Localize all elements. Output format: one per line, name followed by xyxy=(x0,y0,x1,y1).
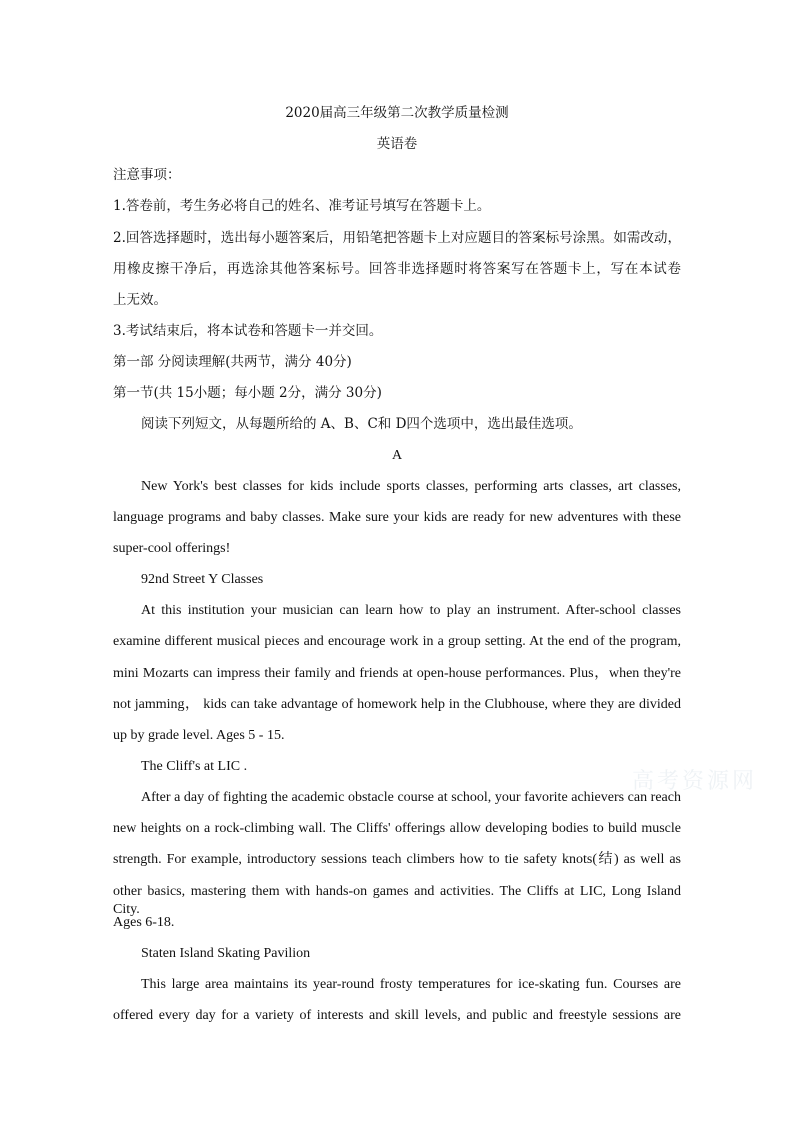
part-1-heading: 第一部 分阅读理解(共两节，满分 40分) xyxy=(113,354,352,370)
watermark: 高考资源网 xyxy=(632,769,758,794)
intro-line-2: language programs and baby classes. Make sure your kids are ready for new adventures with these xyxy=(113,510,681,525)
notice-item-3: 3.考试结束后，将本试卷和答题卡一并交回。 xyxy=(113,323,383,339)
class-heading-skating: Staten Island Skating Pavilion xyxy=(141,946,311,961)
passage-label: A xyxy=(391,448,403,463)
intro-line-3: super-cool offerings! xyxy=(113,541,231,556)
p3-line-1: This large area maintains its year-round frosty temperatures for ice-skating fun. Courses are xyxy=(141,977,681,992)
intro-line-1: New York's best classes for kids include sports classes, performing arts classes, art classes, xyxy=(141,479,681,494)
p1-line-2: examine different musical pieces and encourage work in a group setting. At the end of the program, xyxy=(113,634,681,649)
notice-item-1: 1.答卷前，考生务必将自己的姓名、准考证号填写在答题卡上。 xyxy=(113,198,491,214)
section-1-heading: 第一节(共 15小题；每小题 2分，满分 30分) xyxy=(113,385,382,401)
p3-line-2: offered every day for a variety of interests and skill levels, and public and freestyle sessions are xyxy=(113,1008,681,1023)
p1-line-4: not jamming， kids can take advantage of homework help in the Clubhouse, where they are divided xyxy=(113,697,681,712)
p2-line-2: new heights on a rock-climbing wall. The Cliffs' offerings allow developing bodies to build muscle xyxy=(113,821,681,836)
notice-item-2-line-1: 2.回答选择题时，选出每小题答案后，用铅笔把答题卡上对应题目的答案标号涂黑。如需改动， xyxy=(113,230,681,246)
p1-line-5: up by grade level. Ages 5 - 15. xyxy=(113,728,285,743)
class-heading-cliffs: The Cliff's at LIC . xyxy=(141,759,248,774)
exam-title: 2020届高三年级第二次教学质量检测 xyxy=(285,105,509,121)
p2-line-4: other basics, mastering them with hands-on games and activities. The Cliffs at LIC, Long Island City. xyxy=(113,884,681,917)
notice-item-2-line-2: 用橡皮擦干净后，再选涂其他答案标号。回答非选择题时将答案写在答题卡上，写在本试卷 xyxy=(113,261,681,277)
p1-line-1: At this institution your musician can learn how to play an instrument. After-school classes xyxy=(141,603,681,618)
notice-heading: 注意事项： xyxy=(113,167,181,183)
p2-line-1: After a day of fighting the academic obstacle course at school, your favorite achievers can reach xyxy=(141,790,681,805)
p2-line-3: strength. For example, introductory sessions teach climbers how to tie safety knots(结) as well as xyxy=(113,852,681,867)
p1-line-3: mini Mozarts can impress their family and friends at open-house performances. Plus，when they're xyxy=(113,666,681,681)
exam-subtitle: 英语卷 xyxy=(376,136,418,152)
class-heading-92nd-street: 92nd Street Y Classes xyxy=(141,572,264,587)
notice-item-2-line-3: 上无效。 xyxy=(113,292,167,308)
p2-line-5: Ages 6-18. xyxy=(113,915,175,930)
reading-instruction: 阅读下列短文，从每题所给的 A、B、C和 D四个选项中，选出最佳选项。 xyxy=(141,416,582,432)
